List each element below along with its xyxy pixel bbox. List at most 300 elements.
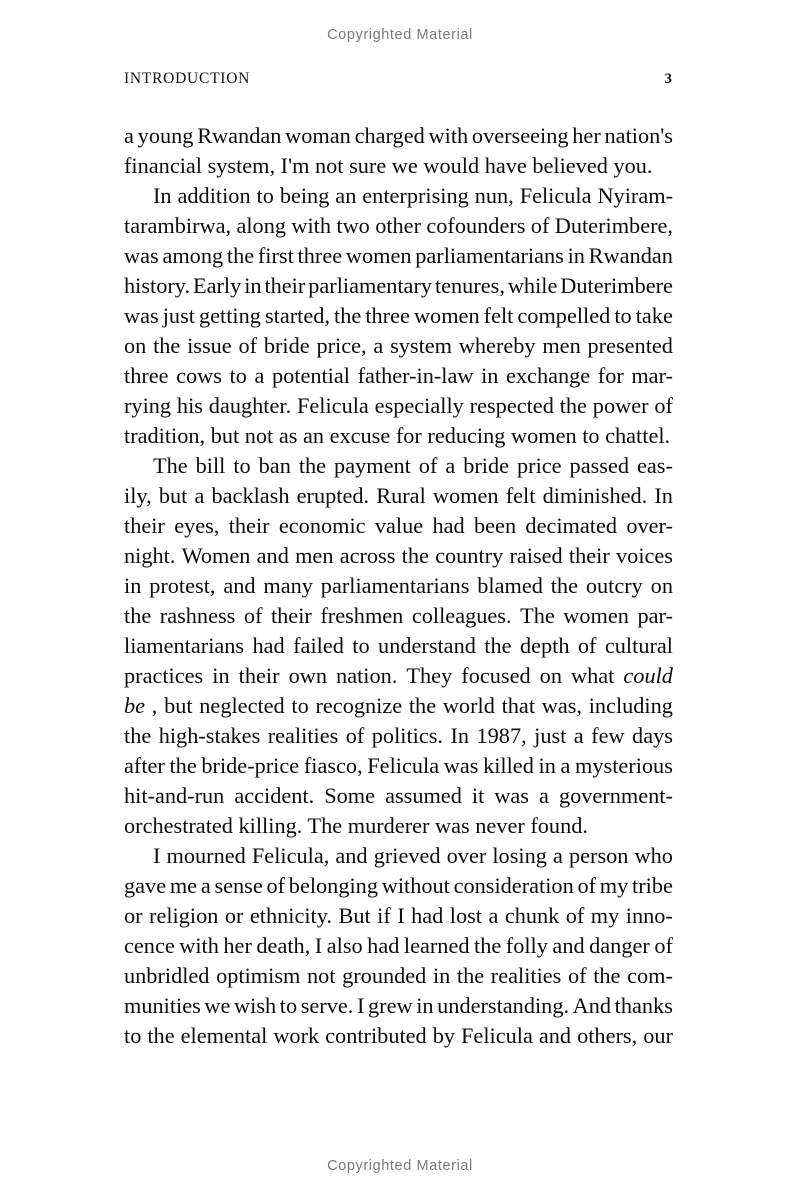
text-word: potential	[271, 363, 350, 388]
text-word: Felicula	[297, 393, 369, 418]
text-word: felt	[483, 303, 514, 328]
text-word: it	[471, 783, 485, 808]
text-word: Rwandan	[197, 123, 282, 148]
text-word: along	[236, 213, 287, 238]
text-word: fiasco,	[303, 753, 363, 778]
text-line	[124, 541, 673, 571]
text-word: young	[137, 123, 194, 148]
text-word: tribe	[632, 873, 673, 898]
text-word: blamed	[477, 573, 543, 598]
text-word: losing	[492, 843, 547, 868]
text-word: a	[560, 753, 571, 778]
text-word: mourned	[166, 843, 246, 868]
text-word: her	[223, 933, 252, 958]
text-word: their	[264, 273, 306, 298]
text-word: Some	[324, 783, 376, 808]
body-paragraph	[124, 181, 673, 451]
text-word: hit-and-run	[124, 783, 225, 808]
text-word: had	[411, 903, 444, 928]
text-word: to	[233, 453, 251, 478]
text-word: was	[443, 753, 479, 778]
text-word: if	[377, 903, 391, 928]
text-word: addition	[177, 183, 251, 208]
text-word: of	[577, 873, 597, 898]
text-word: getting	[199, 303, 261, 328]
text-word: grew	[368, 993, 413, 1018]
text-line	[124, 421, 673, 451]
text-word: his	[176, 393, 203, 418]
text-word: was	[124, 303, 159, 328]
text-word: passed	[569, 453, 629, 478]
text-word: the	[484, 633, 512, 658]
text-word: optimism	[216, 963, 301, 988]
text-word: without	[381, 873, 450, 898]
text-word: world	[442, 693, 495, 718]
text-word: but	[158, 483, 188, 508]
text-word: Felicula	[367, 753, 440, 778]
text-word: my	[590, 903, 620, 928]
text-word: started,	[264, 303, 330, 328]
text-word: killed	[483, 753, 534, 778]
text-word: had	[432, 513, 465, 538]
text-word: the	[408, 693, 437, 718]
text-word: other	[375, 213, 422, 238]
text-word: But	[338, 903, 371, 928]
text-line	[124, 751, 673, 781]
text-word: me	[169, 873, 198, 898]
text-line	[124, 631, 673, 661]
text-word: payment	[334, 453, 411, 478]
text-word: the	[474, 933, 502, 958]
text-word: of	[418, 453, 438, 478]
text-word: Rwandan	[588, 243, 673, 268]
text-line	[124, 721, 673, 751]
text-word: chunk	[504, 903, 560, 928]
text-word: could	[623, 663, 673, 688]
text-word: compelled	[517, 303, 611, 328]
text-word: price,	[316, 333, 367, 358]
text-word: in	[432, 963, 451, 988]
text-line	[124, 811, 673, 841]
text-word: bill	[195, 453, 226, 478]
text-word: bride-price	[201, 753, 300, 778]
text-word: learned	[403, 933, 470, 958]
text-word: a	[124, 123, 134, 148]
text-word: being	[279, 183, 330, 208]
text-word: in	[244, 273, 262, 298]
text-word: of	[243, 603, 263, 628]
text-word: exchange	[506, 363, 591, 388]
text-word: lost	[449, 903, 482, 928]
text-word: munities	[124, 993, 201, 1018]
text-word: to	[279, 993, 298, 1018]
text-line	[124, 241, 673, 271]
text-word: was	[124, 243, 159, 268]
text-word: tenures,	[434, 273, 505, 298]
text-word: their	[238, 663, 280, 688]
body-paragraph	[124, 841, 673, 1051]
text-word: had	[367, 933, 400, 958]
text-word: a	[254, 363, 265, 388]
text-word: backlash	[211, 483, 290, 508]
text-word: the	[550, 573, 578, 598]
text-word: women	[413, 303, 480, 328]
text-line	[124, 781, 673, 811]
running-head-title: INTRODUCTION	[124, 70, 251, 87]
text-word: ily,	[124, 483, 152, 508]
text-word: value	[374, 513, 424, 538]
text-word: They	[406, 663, 453, 688]
text-word: a	[539, 783, 549, 808]
text-word: an	[335, 183, 357, 208]
text-word: neglected	[199, 693, 285, 718]
text-word: over-	[626, 513, 673, 538]
text-word: raised	[509, 543, 563, 568]
text-word: assumed	[385, 783, 462, 808]
body-text-run: financial system, I'm not sure we would have believed you.	[124, 153, 653, 178]
text-word: and	[335, 843, 368, 868]
text-word: economic	[278, 513, 366, 538]
text-word: in	[481, 363, 499, 388]
text-word: own	[288, 663, 327, 688]
running-head	[124, 70, 672, 88]
text-word: in	[538, 753, 556, 778]
text-line	[124, 931, 673, 961]
text-word: woman	[285, 123, 351, 148]
text-line	[124, 991, 673, 1021]
text-word: to	[124, 1023, 142, 1048]
text-word: for	[597, 363, 624, 388]
text-word: the	[559, 393, 587, 418]
text-word: thanks	[614, 993, 673, 1018]
text-word: ban	[258, 453, 291, 478]
text-word: three	[365, 303, 410, 328]
text-word: liamentarians	[124, 633, 245, 658]
text-word: their	[568, 543, 610, 568]
body-text-run: tradition, but not as an excuse for reducing women to chattel.	[124, 423, 671, 448]
text-word: of	[530, 213, 550, 238]
text-word: many	[263, 573, 313, 598]
text-word: elemental	[180, 1023, 268, 1048]
text-line	[124, 211, 673, 241]
text-word: protest,	[149, 573, 216, 598]
text-word: folly	[505, 933, 548, 958]
text-word: wish	[234, 993, 277, 1018]
text-word: sense	[214, 873, 263, 898]
text-word: nun,	[474, 183, 514, 208]
text-word: of	[654, 933, 673, 958]
text-word: the	[153, 333, 181, 358]
text-word: government-	[558, 783, 673, 808]
text-word: of	[238, 333, 258, 358]
text-word: on	[124, 333, 147, 358]
text-word: Nyiram-	[597, 183, 673, 208]
text-word: Duterimbere	[560, 273, 673, 298]
text-word: women	[563, 603, 629, 628]
text-word: over	[446, 843, 487, 868]
text-word: a	[573, 723, 584, 748]
copyright-watermark-top: Copyrighted Material	[327, 27, 473, 43]
text-word: on	[539, 663, 562, 688]
text-word: work	[273, 1023, 320, 1048]
text-word: overseeing	[471, 123, 569, 148]
text-word: in	[416, 993, 434, 1018]
text-word: ethnicity.	[249, 903, 333, 928]
text-line	[124, 121, 673, 151]
copyright-watermark-bottom: Copyrighted Material	[327, 1158, 473, 1174]
text-word: I	[153, 843, 161, 868]
text-word: erupted.	[296, 483, 370, 508]
body-paragraph	[124, 451, 673, 841]
text-word: Early	[192, 273, 242, 298]
text-word: the	[226, 243, 255, 268]
text-word: was,	[541, 693, 582, 718]
text-word: her	[572, 123, 601, 148]
text-word: Women	[181, 543, 251, 568]
text-word: including	[588, 693, 673, 718]
text-word: eas-	[636, 453, 673, 478]
text-line	[124, 481, 673, 511]
text-word: The	[153, 453, 188, 478]
text-line	[124, 841, 673, 871]
text-word: presented	[587, 333, 673, 358]
text-word: the	[124, 603, 152, 628]
text-line	[124, 331, 673, 361]
text-word: tarambirwa,	[124, 213, 232, 238]
text-word: And	[572, 993, 612, 1018]
text-word: cows	[176, 363, 222, 388]
text-word: inno-	[625, 903, 673, 928]
text-word: ,	[151, 693, 158, 718]
text-word: felt	[505, 483, 536, 508]
text-word: two	[336, 213, 370, 238]
text-word: on	[650, 573, 673, 598]
text-word: Felicula,	[251, 843, 330, 868]
text-word: a	[552, 843, 563, 868]
text-word: charged	[354, 123, 425, 148]
text-line	[124, 661, 673, 691]
text-word: practices	[124, 663, 204, 688]
body-text-block	[124, 121, 673, 1051]
text-word: first	[257, 243, 294, 268]
text-word: nation.	[336, 663, 398, 688]
text-word: Felicula	[519, 183, 592, 208]
text-word: bride	[263, 333, 310, 358]
text-word: the	[147, 1023, 175, 1048]
text-word: was	[494, 783, 529, 808]
text-word: 1987,	[476, 723, 527, 748]
text-line	[124, 511, 673, 541]
text-word: to	[229, 363, 247, 388]
text-line	[124, 271, 673, 301]
text-word: we	[204, 993, 231, 1018]
text-word: politics.	[371, 723, 444, 748]
text-word: eyes,	[174, 513, 220, 538]
text-word: religion	[149, 903, 219, 928]
text-word: also	[326, 933, 363, 958]
text-word: cence	[124, 933, 175, 958]
text-word: a	[445, 453, 456, 478]
text-word: of	[654, 393, 673, 418]
text-word: the	[124, 723, 152, 748]
text-word: contributed	[325, 1023, 427, 1048]
text-word: of	[565, 903, 585, 928]
text-word: country	[435, 543, 504, 568]
text-word: cultural	[604, 633, 673, 658]
text-line	[124, 391, 673, 421]
text-word: night.	[124, 543, 176, 568]
text-word: Rural	[376, 483, 426, 508]
text-word: of	[567, 963, 587, 988]
text-word: others,	[577, 1023, 638, 1048]
text-word: few	[591, 723, 625, 748]
text-word: while	[507, 273, 558, 298]
text-word: focused	[461, 663, 531, 688]
text-word: be	[124, 693, 146, 718]
text-word: Duterimbere,	[554, 213, 673, 238]
text-word: women	[345, 243, 412, 268]
text-word: parliamentarians	[320, 573, 470, 598]
text-word: among	[162, 243, 224, 268]
text-word: I	[356, 993, 365, 1018]
text-word: nation's	[604, 123, 673, 148]
text-word: with	[428, 123, 469, 148]
text-word: grieved	[373, 843, 441, 868]
text-word: par-	[637, 603, 673, 628]
text-word: history.	[124, 273, 191, 298]
text-word: and	[538, 1023, 572, 1048]
text-word: a	[194, 483, 205, 508]
text-word: to	[256, 183, 274, 208]
text-word: consideration	[453, 873, 574, 898]
text-word: In	[654, 483, 673, 508]
text-word: with	[291, 213, 332, 238]
text-word: just	[534, 723, 567, 748]
text-word: across	[339, 543, 396, 568]
text-word: parliamentary	[308, 273, 433, 298]
text-line	[124, 571, 673, 601]
text-word: parliamentarians	[415, 243, 564, 268]
text-word: a	[200, 873, 211, 898]
text-line	[124, 301, 673, 331]
text-word: that	[501, 693, 536, 718]
text-word: voices	[616, 543, 673, 568]
text-line	[124, 601, 673, 631]
text-word: decimated	[525, 513, 618, 538]
text-word: in	[567, 243, 585, 268]
text-word: Felicula	[461, 1023, 533, 1048]
text-word: in	[212, 663, 230, 688]
text-word: a	[488, 903, 499, 928]
text-word: of	[577, 633, 597, 658]
text-word: issue	[187, 333, 232, 358]
text-word: In	[153, 183, 172, 208]
text-word: I	[314, 933, 323, 958]
text-word: father-in-law	[357, 363, 474, 388]
text-word: days	[632, 723, 673, 748]
text-word: to	[614, 303, 632, 328]
text-word: bride	[463, 453, 510, 478]
text-word: who	[634, 843, 673, 868]
text-word: mysterious	[575, 753, 673, 778]
text-word: been	[474, 513, 517, 538]
text-word: enterprising	[362, 183, 469, 208]
text-word: or	[224, 903, 244, 928]
text-word: recognize	[315, 693, 403, 718]
text-word: a	[373, 333, 384, 358]
text-word: by	[432, 1023, 456, 1048]
text-word: with	[179, 933, 219, 958]
text-word: of	[345, 723, 365, 748]
text-word: gave	[124, 873, 167, 898]
text-word: the	[401, 543, 429, 568]
text-word: The	[520, 603, 555, 628]
text-word: the	[169, 753, 197, 778]
text-word: understand	[378, 633, 476, 658]
text-word: the	[593, 963, 621, 988]
text-word: the	[456, 963, 485, 988]
text-word: take	[635, 303, 673, 328]
text-word: and	[552, 933, 585, 958]
body-text-run: orchestrated killing. The murderer was never found.	[124, 813, 588, 838]
text-line	[124, 871, 673, 901]
text-line	[124, 451, 673, 481]
text-word: or	[124, 903, 143, 928]
text-word: three	[124, 363, 169, 388]
text-word: unbridled	[124, 963, 210, 988]
text-word: diminished.	[542, 483, 648, 508]
text-word: serve.	[300, 993, 354, 1018]
text-word: grounded	[342, 963, 427, 988]
text-word: system	[390, 333, 453, 358]
text-word: whereby	[458, 333, 536, 358]
text-word: but	[164, 693, 193, 718]
text-word: our	[643, 1023, 673, 1048]
text-word: and	[256, 543, 289, 568]
text-line	[124, 181, 673, 211]
text-word: men	[295, 543, 334, 568]
text-word: rashness	[159, 603, 236, 628]
text-word: colleagues.	[411, 603, 512, 628]
text-line	[124, 901, 673, 931]
text-word: depth	[519, 633, 570, 658]
text-line	[124, 691, 673, 721]
text-word: realities	[490, 963, 562, 988]
body-paragraph	[124, 121, 673, 181]
text-word: high-stakes	[158, 723, 261, 748]
text-word: com-	[627, 963, 673, 988]
text-word: their	[270, 603, 312, 628]
text-word: in	[124, 573, 142, 598]
text-word: death,	[256, 933, 311, 958]
text-word: after	[124, 753, 165, 778]
page-number: 3	[664, 71, 672, 87]
text-word: person	[568, 843, 629, 868]
text-word: outcry	[585, 573, 643, 598]
text-word: price	[517, 453, 562, 478]
text-word: to	[291, 693, 309, 718]
text-word: failed	[293, 633, 344, 658]
text-word: their	[228, 513, 270, 538]
text-word: respected	[469, 393, 554, 418]
text-word: power	[592, 393, 649, 418]
text-word: what	[571, 663, 615, 688]
text-word: and	[223, 573, 256, 598]
text-line	[124, 1021, 673, 1051]
text-word: their	[124, 513, 165, 538]
text-word: daughter.	[208, 393, 292, 418]
text-word: belonging	[288, 873, 378, 898]
